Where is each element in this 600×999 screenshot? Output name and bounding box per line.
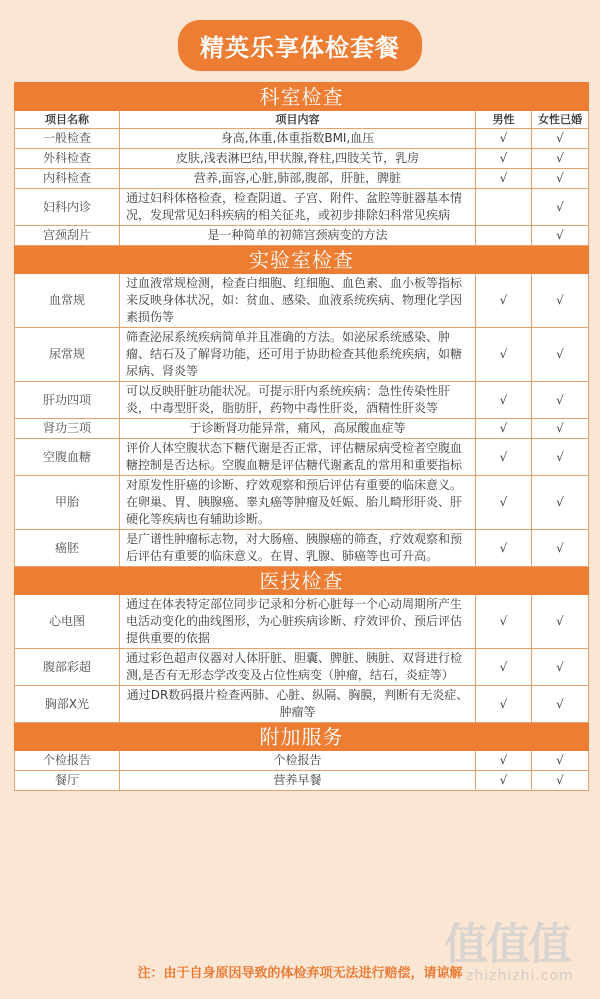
column-header-name: 项目名称 <box>15 111 120 129</box>
item-content: 通过DR数码摄片检查两肺、心脏、纵隔、胸膜，判断有无炎症、肿瘤等 <box>120 686 476 723</box>
watermark-logo: 值值值 <box>444 919 570 970</box>
column-header-content: 项目内容 <box>120 111 476 129</box>
item-name: 血常规 <box>15 274 120 328</box>
item-content: 可以反映肝脏功能状况。可提示肝内系统疾病：急性传染性肝炎，中毒型肝炎，脂肪肝，药物中毒性肝炎，酒精性肝炎等 <box>120 382 476 419</box>
item-content: 营养早餐 <box>120 771 476 791</box>
female-check: √ <box>532 226 589 246</box>
item-name: 尿常规 <box>15 328 120 382</box>
male-check: √ <box>476 419 532 439</box>
item-name: 妇科内诊 <box>15 189 120 226</box>
item-content: 通过在体表特定部位同步记录和分析心脏每一个心动周期所产生电活动变化的曲线图形，为心脏疾病诊断、疗效评价、预后评估提供重要的依据 <box>120 595 476 649</box>
item-content: 筛查泌尿系统疾病简单并且准确的方法。如泌尿系统感染、肿瘤、结石及了解肾功能，还可用于协助检查其他系统疾病，如糖尿病、肾炎等 <box>120 328 476 382</box>
table-row <box>15 530 589 567</box>
column-header-female: 女性已婚 <box>532 111 589 129</box>
female-check: √ <box>532 382 589 419</box>
section-header-extra <box>15 723 589 751</box>
section-title: 附加服务 <box>15 723 589 751</box>
male-check: √ <box>476 476 532 530</box>
female-check: √ <box>532 439 589 476</box>
item-content: 营养,面容,心脏,肺部,腹部，肝脏，脾脏 <box>120 169 476 189</box>
female-check: √ <box>532 751 589 771</box>
female-check: √ <box>532 649 589 686</box>
table-row <box>15 419 589 439</box>
item-content: 皮肤,浅表淋巴结,甲状腺,脊柱,四肢关节，乳房 <box>120 149 476 169</box>
item-content: 是广谱性肿瘤标志物，对大肠癌、胰腺癌的筛查，疗效观察和预后评估有重要的临床意义。在胃、乳腺、肺癌等也可升高。 <box>120 530 476 567</box>
section-title: 实验室检查 <box>15 246 589 274</box>
column-header-male: 男性 <box>476 111 532 129</box>
table-row <box>15 328 589 382</box>
female-check: √ <box>532 476 589 530</box>
section-title: 科室检查 <box>15 83 589 111</box>
table-row <box>15 686 589 723</box>
female-check: √ <box>532 189 589 226</box>
item-name: 癌胚 <box>15 530 120 567</box>
female-check: √ <box>532 530 589 567</box>
item-content: 个检报告 <box>120 751 476 771</box>
male-check: √ <box>476 328 532 382</box>
table-header-row <box>15 111 589 129</box>
item-content: 是一种简单的初筛宫颈病变的方法 <box>120 226 476 246</box>
male-check: √ <box>476 595 532 649</box>
female-check: √ <box>532 419 589 439</box>
female-check: √ <box>532 274 589 328</box>
item-name: 空腹血糖 <box>15 439 120 476</box>
item-content: 于诊断肾功能异常，痛风，高尿酸血症等 <box>120 419 476 439</box>
female-check: √ <box>532 328 589 382</box>
section-header-lab <box>15 246 589 274</box>
male-check <box>476 226 532 246</box>
watermark-site: zhizhizhi.com <box>466 968 574 984</box>
item-content: 通过妇科体格检查，检查阴道、子宫、附件、盆腔等脏器基本情况，发现常见妇科疾病的相关征兆，或初步排除妇科常见疾病 <box>120 189 476 226</box>
male-check: √ <box>476 382 532 419</box>
item-name: 内科检查 <box>15 169 120 189</box>
male-check: √ <box>476 149 532 169</box>
section-header-tech <box>15 567 589 595</box>
table-row <box>15 129 589 149</box>
female-check: √ <box>532 129 589 149</box>
package-title: 精英乐享体检套餐 <box>178 20 422 71</box>
item-content: 对原发性肝癌的诊断、疗效观察和预后评估有重要的临床意义。在卵巢、胃、胰腺癌、睾丸癌等肿瘤及妊娠、胎儿畸形肝炎、肝硬化等疾病也有辅助诊断。 <box>120 476 476 530</box>
section-header-dept <box>15 83 589 111</box>
item-name: 一般检查 <box>15 129 120 149</box>
item-name: 外科检查 <box>15 149 120 169</box>
male-check: √ <box>476 129 532 149</box>
item-name: 心电图 <box>15 595 120 649</box>
title-container <box>0 20 600 71</box>
table-row <box>15 382 589 419</box>
female-check: √ <box>532 149 589 169</box>
male-check: √ <box>476 274 532 328</box>
section-title: 医技检查 <box>15 567 589 595</box>
table-row <box>15 649 589 686</box>
table-row <box>15 476 589 530</box>
item-name: 餐厅 <box>15 771 120 791</box>
item-name: 胸部X光 <box>15 686 120 723</box>
checkup-table <box>14 82 589 791</box>
male-check: √ <box>476 686 532 723</box>
item-name: 个检报告 <box>15 751 120 771</box>
male-check: √ <box>476 439 532 476</box>
male-check: √ <box>476 649 532 686</box>
table-row <box>15 439 589 476</box>
table-row <box>15 595 589 649</box>
item-name: 腹部彩超 <box>15 649 120 686</box>
female-check: √ <box>532 686 589 723</box>
male-check: √ <box>476 169 532 189</box>
table-row <box>15 189 589 226</box>
table-row <box>15 274 589 328</box>
item-content: 评价人体空腹状态下糖代谢是否正常，评估糖尿病受检者空腹血糖控制是否达标。空腹血糖是评估糖代谢紊乱的常用和重要指标 <box>120 439 476 476</box>
table-row <box>15 771 589 791</box>
item-content: 身高,体重,体重指数BMI,血压 <box>120 129 476 149</box>
female-check: √ <box>532 595 589 649</box>
table-row <box>15 149 589 169</box>
male-check: √ <box>476 751 532 771</box>
item-content: 过血液常规检测，检查白细胞、红细胞、血色素、血小板等指标来反映身体状况，如：贫血、感染、血液系统疾病、物理化学因素损伤等 <box>120 274 476 328</box>
female-check: √ <box>532 169 589 189</box>
male-check: √ <box>476 530 532 567</box>
footer-note: 注：由于自身原因导致的体检弃项无法进行赔偿，请谅解 <box>137 966 463 981</box>
item-name: 肝功四项 <box>15 382 120 419</box>
item-name: 宫颈刮片 <box>15 226 120 246</box>
item-name: 甲胎 <box>15 476 120 530</box>
item-content: 通过彩色超声仪器对人体肝脏、胆囊、脾脏、胰脏、双肾进行检测,是否有无形态学改变及占位性病变（肿瘤，结石，炎症等） <box>120 649 476 686</box>
item-name: 肾功三项 <box>15 419 120 439</box>
table-row <box>15 169 589 189</box>
male-check <box>476 189 532 226</box>
table-row <box>15 226 589 246</box>
female-check: √ <box>532 771 589 791</box>
table-row <box>15 751 589 771</box>
male-check: √ <box>476 771 532 791</box>
